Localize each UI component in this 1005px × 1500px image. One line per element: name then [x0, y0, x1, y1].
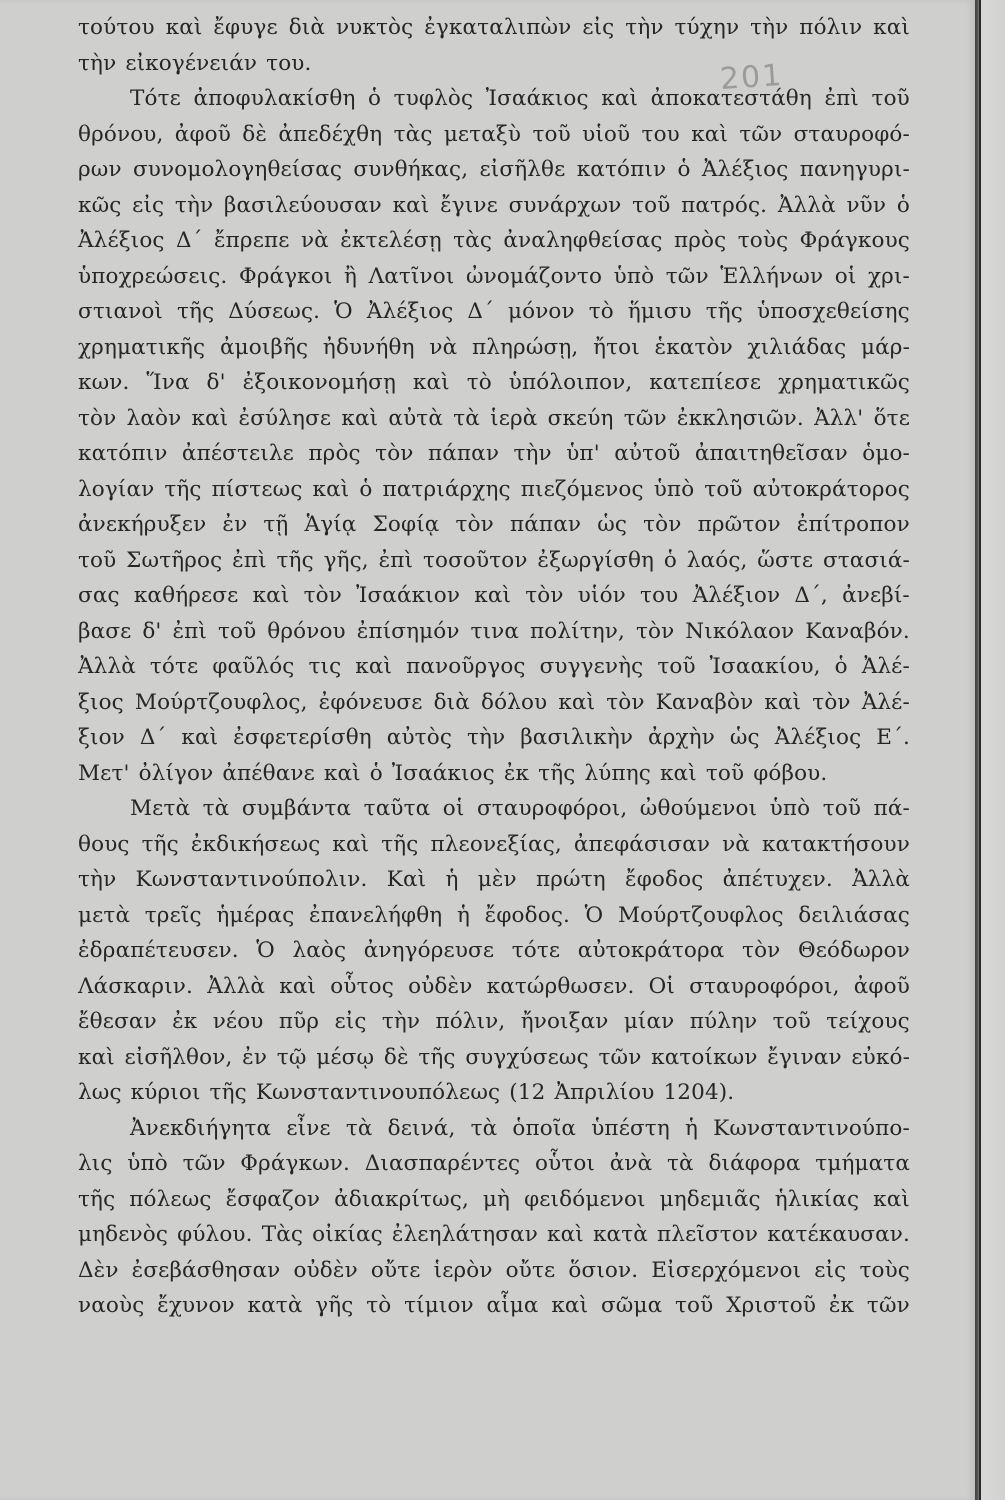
text-line: κατόπιν ἀπέστειλε πρὸς τὸν πάπαν τὴν ὑπ' αὐτοῦ ἀπαιτηθεῖσαν ὁμο- — [78, 441, 910, 466]
text-line: ξιος Μούρτζουφλος, ἐφόνευσε διὰ δόλου καὶ τὸν Καναβὸν καὶ τὸν Ἀλέ- — [78, 689, 910, 715]
text-line: ξιον Δ΄ καὶ ἐσφετερίσθη αὐτὸς τὴν βασιλικὴν ἀρχὴν ὡς Ἀλέξιος Ε΄. — [78, 725, 910, 750]
text-line: Δὲν ἐσεβάσθησαν οὐδὲν οὔτε ἱερὸν οὔτε ὅσιον. Εἰσερχόμενοι εἰς τοὺς — [78, 1257, 910, 1283]
text-line: τῆς πόλεως ἔσφαζον ἀδιακρίτως, μὴ φειδόμενοι μηδεμιᾶς ἡλικίας καὶ — [78, 1186, 910, 1212]
text-line: μετὰ τρεῖς ἡμέρας ἐπανελήφθη ἡ ἔφοδος. Ὁ Μούρτζουφλος δειλιάσας — [78, 902, 910, 928]
text-line: Ἀλλὰ τότε φαῦλός τις καὶ πανοῦργος συγγενὴς τοῦ Ἰσαακίου, ὁ Ἀλέ- — [78, 654, 910, 679]
text-line: κῶς εἰς τὴν βασιλεύουσαν καὶ ἔγινε συνάρχων τοῦ πατρός. Ἀλλὰ νῦν ὁ — [78, 192, 910, 218]
text-line: βασε δ' ἐπὶ τοῦ θρόνου ἐπίσημόν τινα πολίτην, τὸν Νικόλαον Καναβόν. — [78, 618, 910, 644]
text-line: θους τῆς ἐκδικήσεως καὶ τῆς πλεονεξίας, ἀπεφάσισαν νὰ κατακτήσουν — [78, 831, 910, 857]
text-line: Ἀνεκδιήγητα εἶνε τὰ δεινά, τὰ ὁποῖα ὑπέστη ἡ Κωνσταντινούπο- — [130, 1115, 910, 1141]
text-line: σας καθήρεσε καὶ τὸν Ἰσαάκιον καὶ τὸν υἱόν του Ἀλέξιον Δ΄, ἀνεβί- — [78, 583, 910, 608]
text-line: χρηματικῆς ἀμοιβῆς ἠδυνήθη νὰ πληρώσῃ, ἤτοι ἑκατὸν χιλιάδας μάρ- — [78, 334, 910, 360]
binding-line — [979, 0, 981, 1500]
text-line: Λάσκαριν. Ἀλλὰ καὶ οὗτος οὐδὲν κατώρθωσεν. Οἱ σταυροφόροι, ἀφοῦ — [78, 973, 910, 999]
text-line: ἔθεσαν ἐκ νέου πῦρ εἰς τὴν πόλιν, ἤνοιξαν μίαν πύλην τοῦ τείχους — [78, 1009, 910, 1034]
text-line: ρων συνομολογηθείσας συνθήκας, εἰσῆλθε κατόπιν ὁ Ἀλέξιος πανηγυρι- — [78, 157, 910, 182]
text-line: θρόνου, ἀφοῦ δὲ ἀπεδέχθη τὰς μεταξὺ τοῦ υἱοῦ του καὶ τῶν σταυροφό- — [78, 121, 910, 147]
text-line: Μετ' ὀλίγον ἀπέθανε καὶ ὁ Ἰσαάκιος ἐκ τῆς λύπης καὶ τοῦ φόβου. — [78, 760, 828, 786]
handwritten-page-number: 201 — [718, 57, 785, 98]
text-line: λως κύριοι τῆς Κωνσταντινουπόλεως (12 Ἀπριλίου 1204). — [78, 1080, 735, 1105]
text-line: στιανοὶ τῆς Δύσεως. Ὁ Ἀλέξιος Δ΄ μόνον τὸ ἥμισυ τῆς ὑποσχεθείσης — [78, 299, 910, 324]
text-line: μηδενὸς φύλου. Τὰς οἰκίας ἐλεηλάτησαν καὶ κατὰ πλεῖστον κατέκαυσαν. — [78, 1222, 910, 1247]
text-line: τοῦ Σωτῆρος ἐπὶ τῆς γῆς, ἐπὶ τοσοῦτον ἐξωργίσθη ὁ λαός, ὥστε στασιά- — [78, 547, 910, 573]
text-line: τούτου καὶ ἔφυγε διὰ νυκτὸς ἐγκαταλιπὼν εἰς τὴν τύχην τὴν πόλιν καὶ — [78, 15, 910, 40]
text-line: λογίαν τῆς πίστεως καὶ ὁ πατριάρχης πιεζόμενος ὑπὸ τοῦ αὐτοκράτορος — [78, 476, 910, 502]
text-line: κων. Ἵνα δ' ἐξοικονομήσῃ καὶ τὸ ὑπόλοιπον, κατεπίεσε χρηματικῶς — [78, 370, 910, 395]
text-line: τὴν εἰκογένειάν του. — [78, 50, 312, 76]
text-line: Τότε ἀποφυλακίσθη ὁ τυφλὸς Ἰσαάκιος καὶ ἀποκατεστάθη ἐπὶ τοῦ — [130, 86, 910, 111]
text-line: ἀνεκήρυξεν ἐν τῇ Ἁγίᾳ Σοφίᾳ τὸν πάπαν ὡς τὸν πρῶτον ἐπίτροπον — [78, 512, 910, 537]
text-line: ὑποχρεώσεις. Φράγκοι ἢ Λατῖνοι ὠνομάζοντο ὑπὸ τῶν Ἑλλήνων οἱ χρι- — [78, 263, 910, 289]
text-line: τὸν λαὸν καὶ ἐσύλησε καὶ αὐτὰ τὰ ἱερὰ σκεύη τῶν ἐκκλησιῶν. Ἀλλ' ὅτε — [78, 405, 910, 431]
text-line: τὴν Κωνσταντινούπολιν. Καὶ ἡ μὲν πρώτη ἔφοδος ἀπέτυχεν. Ἀλλὰ — [78, 867, 910, 892]
body-text — [78, 10, 910, 1324]
text-line: ἐδραπέτευσεν. Ὁ λαὸς ἀνηγόρευσε τότε αὐτοκράτορα τὸν Θεόδωρον — [78, 938, 910, 963]
text-line: ναοὺς ἔχυνον κατὰ γῆς τὸ τίμιον αἷμα καὶ σῶμα τοῦ Χριστοῦ ἐκ τῶν — [78, 1293, 910, 1318]
text-line: Μετὰ τὰ συμβάντα ταῦτα οἱ σταυροφόροι, ὠθούμενοι ὑπὸ τοῦ πά- — [130, 796, 910, 821]
text-line: Ἀλέξιος Δ΄ ἔπρεπε νὰ ἐκτελέσῃ τὰς ἀναληφθείσας πρὸς τοὺς Φράγκους — [78, 228, 910, 253]
text-line: λις ὑπὸ τῶν Φράγκων. Διασπαρέντες οὗτοι ἀνὰ τὰ διάφορα τμήματα — [78, 1151, 910, 1176]
text-line: καὶ εἰσῆλθον, ἐν τῷ μέσῳ δὲ τῆς συγχύσεως τῶν κατοίκων ἔγιναν εὐκό- — [78, 1044, 910, 1070]
